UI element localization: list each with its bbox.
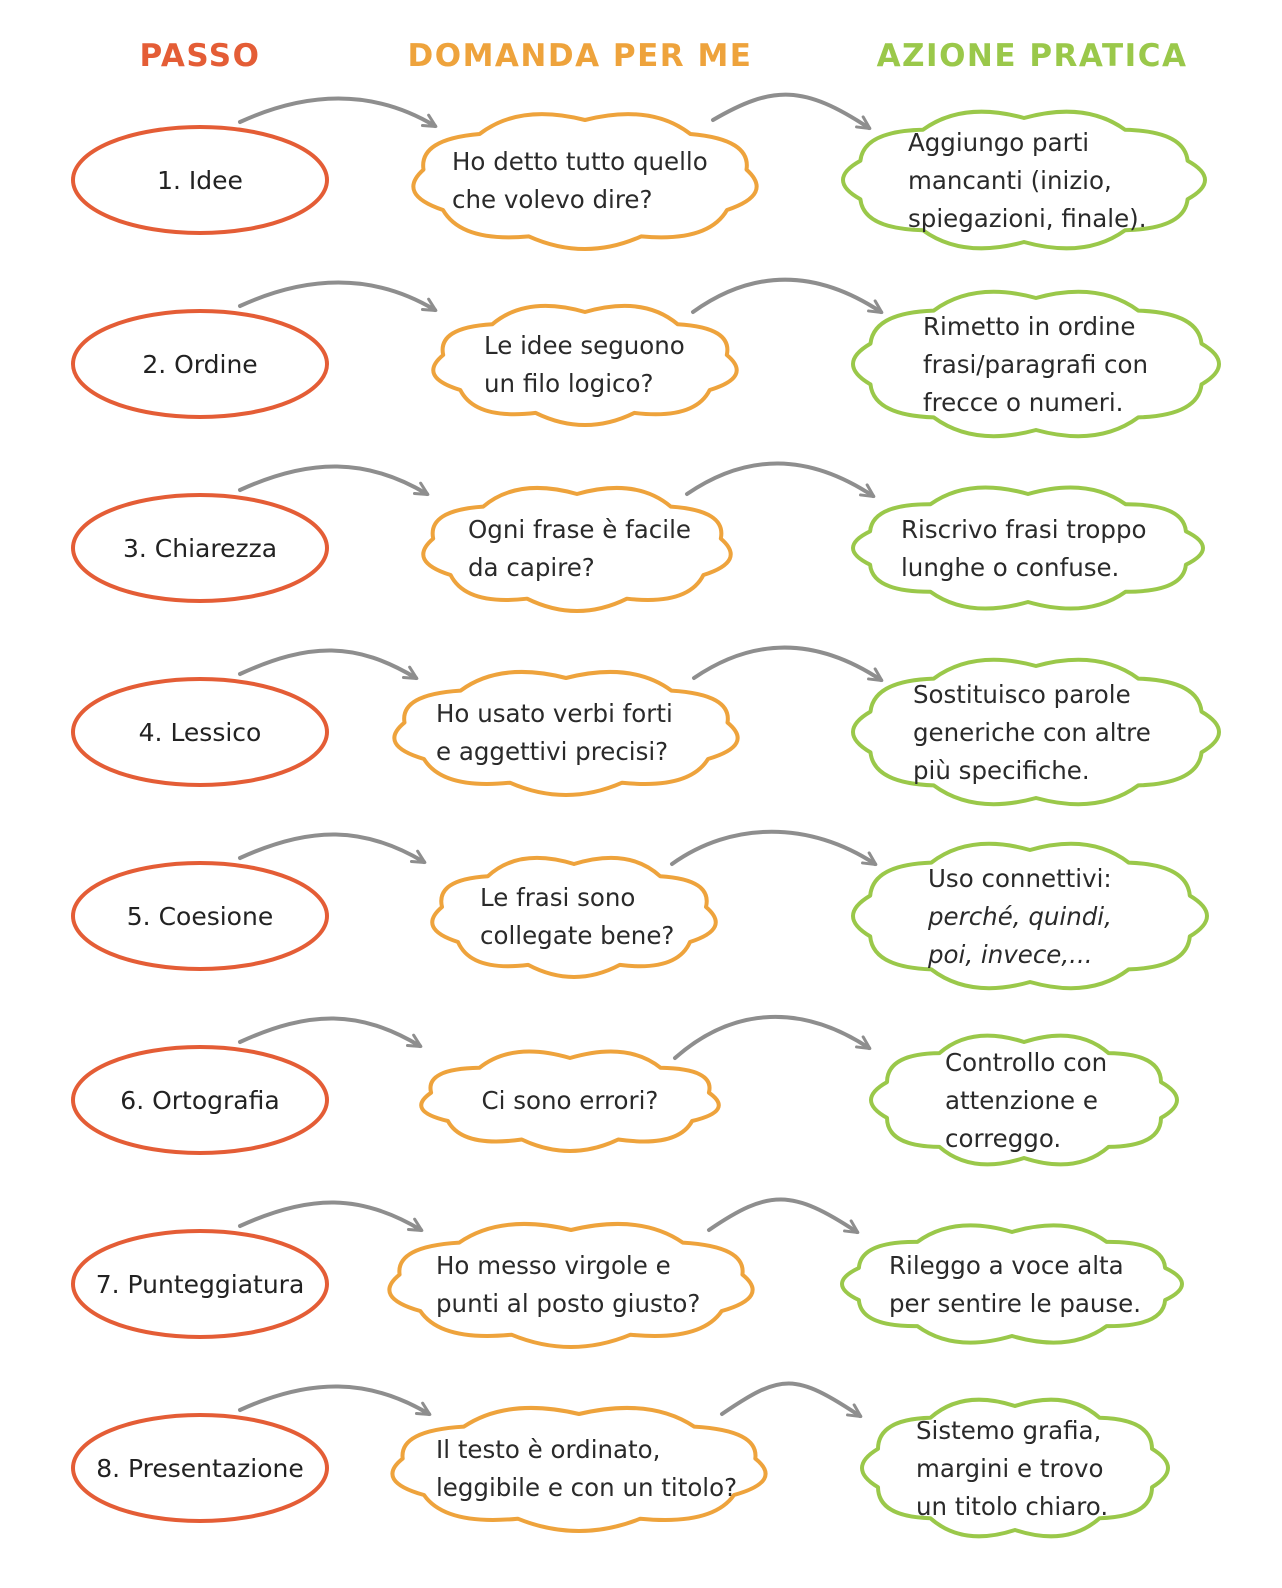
action-line: Rileggo a voce alta	[889, 1251, 1124, 1280]
question-line: Ho messo virgole e	[436, 1251, 671, 1280]
arrow-to-question	[240, 1202, 421, 1230]
row-7	[73, 1199, 1182, 1347]
header-question: DOMANDA PER ME	[407, 38, 753, 74]
header-action: AZIONE PRATICA	[876, 38, 1188, 74]
row-8	[73, 1383, 1168, 1536]
action-cloud	[842, 1225, 1182, 1342]
action-line: per sentire le pause.	[889, 1289, 1142, 1318]
question-line: da capire?	[468, 553, 595, 582]
row-5	[73, 832, 1207, 988]
arrow-to-question	[240, 98, 435, 126]
question-cloud	[389, 1224, 752, 1347]
arrow-to-question	[240, 1018, 420, 1046]
action-cloud	[853, 487, 1203, 608]
action-line: frecce o numeri.	[923, 388, 1124, 417]
action-line: poi, invece,...	[928, 940, 1093, 969]
arrow-to-question	[240, 1386, 429, 1414]
action-line: frasi/paragrafi con	[923, 350, 1149, 379]
question-line: punti al posto giusto?	[436, 1289, 701, 1318]
action-line: attenzione e	[945, 1086, 1098, 1115]
question-line: Ci sono errori?	[481, 1086, 659, 1115]
action-line: Rimetto in ordine	[923, 312, 1136, 341]
rows-layer	[73, 95, 1219, 1537]
question-line: leggibile e con un titolo?	[436, 1473, 738, 1502]
action-line: margini e trovo	[916, 1454, 1104, 1483]
question-cloud	[432, 858, 716, 977]
step-label: 7. Punteggiatura	[95, 1270, 305, 1299]
arrow-to-action	[687, 463, 873, 496]
header-step: PASSO	[139, 38, 261, 74]
action-line: Aggiungo parti	[908, 128, 1090, 157]
action-line: più specifiche.	[913, 756, 1090, 785]
arrow-to-action	[713, 95, 869, 128]
action-line: Sistemo grafia,	[916, 1416, 1102, 1445]
action-line: lunghe o confuse.	[901, 553, 1120, 582]
step-label: 3. Chiarezza	[122, 534, 278, 563]
action-line: Riscrivo frasi troppo	[901, 515, 1147, 544]
action-line: generiche con altre	[913, 718, 1151, 747]
question-line: Ogni frase è facile	[468, 515, 691, 544]
question-line: Ho usato verbi forti	[436, 699, 673, 728]
arrow-to-action	[675, 1017, 869, 1058]
arrow-to-action	[722, 1383, 860, 1416]
row-6	[73, 1017, 1177, 1165]
row-4	[73, 647, 1219, 804]
step-label: 5. Coesione	[126, 902, 274, 931]
arrow-to-question	[240, 650, 416, 678]
arrow-to-question	[240, 834, 424, 862]
arrow-to-action	[672, 832, 875, 864]
step-label: 1. Idee	[157, 166, 243, 195]
action-line: perché, quindi,	[928, 902, 1112, 931]
row-3	[73, 463, 1203, 611]
arrow-to-action	[693, 280, 881, 312]
question-line: Le idee seguono	[484, 331, 685, 360]
question-line: Ho detto tutto quello	[452, 147, 708, 176]
question-line: Le frasi sono	[480, 883, 636, 912]
row-1	[73, 95, 1205, 249]
action-line: spiegazioni, finale).	[908, 204, 1147, 233]
question-line: un filo logico?	[484, 369, 654, 398]
step-label: 6. Ortografia	[120, 1086, 280, 1115]
arrow-to-action	[694, 647, 881, 680]
question-cloud	[394, 672, 737, 795]
question-cloud	[423, 488, 730, 611]
question-line: Il testo è ordinato,	[436, 1435, 661, 1464]
question-cloud	[433, 306, 736, 425]
step-label: 4. Lessico	[138, 718, 262, 747]
question-line: collegate bene?	[480, 921, 675, 950]
question-cloud	[413, 114, 756, 249]
arrow-to-action	[709, 1199, 857, 1232]
step-label: 2. Ordine	[142, 350, 258, 379]
action-line: Uso connettivi:	[928, 864, 1112, 893]
action-line: correggo.	[945, 1124, 1062, 1153]
question-cloud	[392, 1408, 765, 1531]
arrow-to-question	[240, 282, 435, 310]
action-line: un titolo chiaro.	[916, 1492, 1109, 1521]
action-line: mancanti (inizio,	[908, 166, 1112, 195]
row-2	[73, 280, 1219, 436]
step-label: 8. Presentazione	[96, 1454, 304, 1483]
question-line: che volevo dire?	[452, 185, 653, 214]
action-line: Controllo con	[945, 1048, 1108, 1077]
action-line: Sostituisco parole	[913, 680, 1131, 709]
question-line: e aggettivi precisi?	[436, 737, 669, 766]
arrow-to-question	[240, 466, 427, 494]
